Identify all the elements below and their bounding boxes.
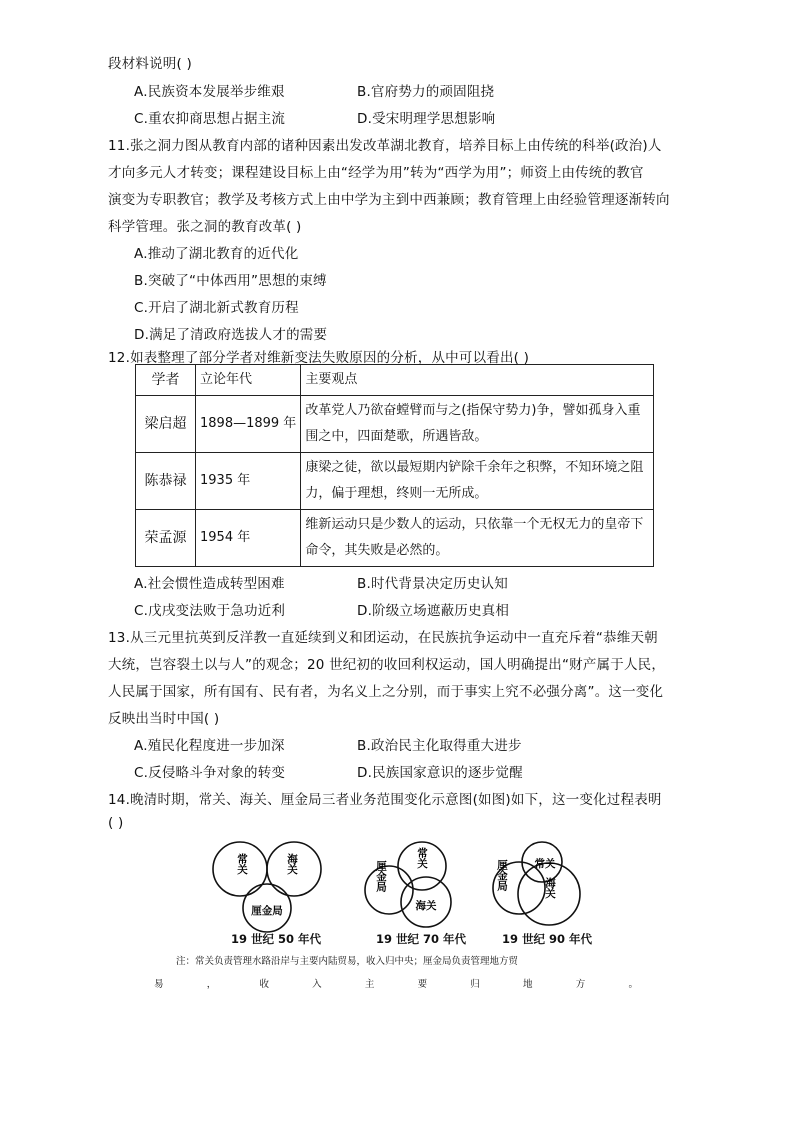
venn-diagrams [200, 836, 600, 936]
q11-option-d[interactable]: D.满足了清政府选拔人才的需要 [134, 327, 328, 343]
caption-1850s: 19 世纪 50 年代 [231, 932, 322, 946]
circle-lijinju-1870s [365, 866, 413, 914]
cell-view: 康梁之徒，欲以最短期内铲除千余年之积弊，不知环境之阻力，偏于理想，终则一无所成。 [301, 453, 654, 510]
q13-stem-line1: 13.从三元里抗英到反洋教一直延续到义和团运动，在民族抗争运动中一直充斥着“恭维天朝 [108, 630, 658, 646]
q10-option-b[interactable]: B.官府势力的顽固阻挠 [357, 84, 495, 100]
note-char: 方 [575, 979, 586, 990]
caption-1870s: 19 世纪 70 年代 [376, 932, 467, 946]
label-changguan: 常关 [236, 853, 248, 875]
header-view: 主要观点 [301, 365, 654, 396]
header-scholar: 学者 [136, 365, 196, 396]
header-year: 立论年代 [196, 365, 301, 396]
note-char: 易 [154, 979, 164, 990]
q11-option-b[interactable]: B.突破了“中体西用”思想的束缚 [134, 273, 327, 289]
q12-option-c[interactable]: C.戊戌变法败于急功近利 [134, 603, 286, 619]
figure-note: 注：常关负责管理水路沿岸与主要内陆贸易，收入归中央；厘金局负责管理地方贸 [176, 956, 519, 967]
note-char: 主 [364, 979, 375, 990]
q11-stem-line2: 才向多元人才转变；课程建设目标上由“经学为用”转为“西学为用”；师资上由传统的教官 [108, 165, 644, 181]
cell-year: 1935 年 [196, 453, 301, 510]
cell-view: 维新运动只是少数人的运动，只依靠一个无权无力的皇帝下命令，其失败是必然的。 [301, 510, 654, 567]
label-changguan: 常关 [534, 858, 556, 870]
q11-stem-line3: 演变为专职教官；教学及考核方式上由中学为主到中西兼顾；教育管理上由经验管理逐渐转向 [108, 192, 670, 208]
q10-option-a[interactable]: A.民族资本发展举步维艰 [134, 84, 285, 100]
q13-stem-line3: 人民属于国家，所有国有、民有者，为名义上之分别，而于事实上究不必强分离”。这一变化 [108, 684, 664, 700]
label-haiguan: 海关 [286, 853, 298, 875]
note-char: 归 [470, 979, 480, 990]
cell-year: 1954 年 [196, 510, 301, 567]
note-char: 地 [523, 979, 533, 990]
cell-view: 改革党人乃欲奋螳臂而与之(指保守势力)争，譬如孤身入重围之中，四面楚歌，所遇皆敌。 [301, 396, 654, 453]
q12-option-a[interactable]: A.社会惯性造成转型困难 [134, 576, 285, 592]
q11-option-c[interactable]: C.开启了湖北新式教育历程 [134, 300, 299, 316]
label-changguan: 常关 [416, 847, 428, 869]
label-lijinju: 厘金局 [496, 859, 508, 891]
caption-1890s: 19 世纪 90 年代 [502, 932, 593, 946]
note-char: 收 [259, 979, 269, 990]
note-char: 要 [417, 979, 428, 990]
q14-stem-line2: ( ) [108, 815, 124, 831]
q10-option-c[interactable]: C.重农抑商思想占据主流 [134, 111, 286, 127]
label-haiguan: 海关 [544, 877, 556, 899]
label-lijinju: 厘金局 [251, 905, 283, 917]
q11-stem-line1: 11.张之洞力图从教育内部的诸种因素出发改革湖北教育，培养目标上由传统的科举(政治)人 [108, 138, 662, 154]
cell-scholar: 梁启超 [136, 396, 196, 453]
cell-year: 1898—1899 年 [196, 396, 301, 453]
q14-stem-line1: 14.晚清时期，常关、海关、厘金局三者业务范围变化示意图(如图)如下，这一变化过程表明 [108, 792, 662, 808]
q12-option-b[interactable]: B.时代背景决定历史认知 [357, 576, 508, 592]
q11-stem-line4: 科学管理。张之洞的教育改革( ) [108, 219, 302, 235]
q10-option-d[interactable]: D.受宋明理学思想影响 [357, 111, 496, 127]
q13-stem-line2: 大统，岂容裂土以与人”的观念；20 世纪初的收回利权运动，国人明确提出“财产属于人民， [108, 657, 666, 673]
table-row [136, 510, 654, 567]
figure-note-line2 [154, 976, 638, 990]
q13-option-b[interactable]: B.政治民主化取得重大进步 [357, 738, 522, 754]
cell-scholar: 荣孟源 [136, 510, 196, 567]
note-char: ， [206, 979, 217, 990]
q11-option-a[interactable]: A.推动了湖北教育的近代化 [134, 246, 299, 262]
label-lijinju: 厘金局 [375, 860, 387, 892]
table-row [136, 396, 654, 453]
table-header-row [136, 365, 654, 396]
q12-table [135, 364, 654, 567]
note-char: 入 [312, 979, 322, 990]
q12-option-d[interactable]: D.阶级立场遮蔽历史真相 [357, 603, 510, 619]
q10-stem-end: 段材料说明( ) [108, 56, 192, 72]
cell-scholar: 陈恭禄 [136, 453, 196, 510]
note-char: 。 [628, 979, 638, 990]
table-row [136, 453, 654, 510]
label-haiguan: 海关 [415, 900, 437, 912]
q13-option-d[interactable]: D.民族国家意识的逐步觉醒 [357, 765, 523, 781]
q13-option-a[interactable]: A.殖民化程度进一步加深 [134, 738, 285, 754]
q12-stem: 12.如表整理了部分学者对维新变法失败原因的分析，从中可以看出( ) [108, 350, 530, 366]
q13-option-c[interactable]: C.反侵略斗争对象的转变 [134, 765, 286, 781]
q13-stem-line4: 反映出当时中国( ) [108, 711, 220, 727]
